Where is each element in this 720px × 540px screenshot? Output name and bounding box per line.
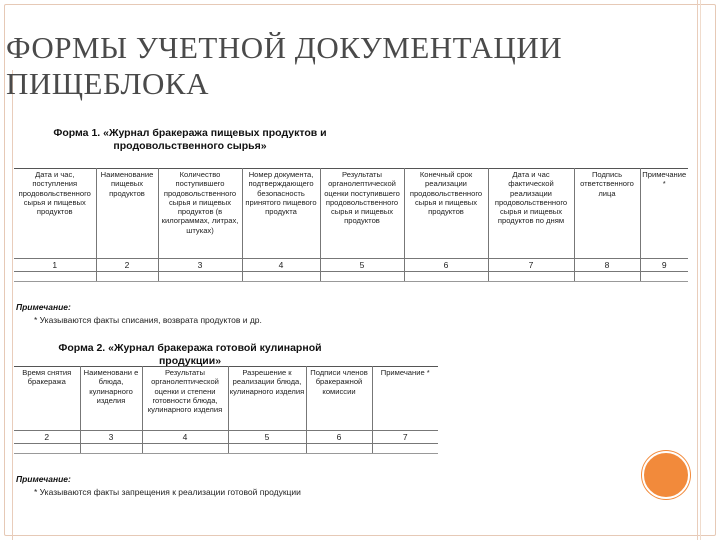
column-header: Примечание * xyxy=(372,367,438,431)
column-number: 3 xyxy=(80,431,142,444)
table-cell xyxy=(158,272,242,282)
table-row xyxy=(14,272,688,282)
form1-heading-line: Форма 1. «Журнал бракеража пищевых продуктов и xyxy=(53,127,327,139)
note2-label: Примечание: xyxy=(16,474,71,484)
decorative-circle xyxy=(642,451,690,499)
table-cell xyxy=(574,272,640,282)
column-number: 2 xyxy=(96,259,158,272)
column-header: Наименовани е блюда, кулинарного изделия xyxy=(80,367,142,431)
column-header: Количество поступившего продовольственного сырья и пищевых продуктов (в килограммах, литрах, штуках) xyxy=(158,169,242,259)
form1-heading xyxy=(40,127,340,153)
table-row xyxy=(14,444,438,454)
table-cell xyxy=(640,272,688,282)
column-header: Дата и час, поступления продовольственного сырья и пищевых продуктов xyxy=(14,169,96,259)
table-header-row xyxy=(14,169,688,259)
column-number-row xyxy=(14,259,688,272)
note2-text: * Указываются факты запрещения к реализации готовой продукции xyxy=(34,487,301,497)
column-header: Результаты органолептической оценки и степени готовности блюда, кулинарного изделия xyxy=(142,367,228,431)
table-header-row xyxy=(14,367,438,431)
slide-title-line: ПИЩЕБЛОКА xyxy=(6,66,209,101)
column-number: 5 xyxy=(320,259,404,272)
form1-table xyxy=(14,168,688,282)
table-cell xyxy=(242,272,320,282)
table-cell xyxy=(404,272,488,282)
column-header: Номер документа, подтверждающего безопасность принятого пищевого продукта xyxy=(242,169,320,259)
form1-heading-line: продовольственного сырья» xyxy=(113,140,267,152)
column-number: 3 xyxy=(158,259,242,272)
note1-label: Примечание: xyxy=(16,302,71,312)
decorative-rule xyxy=(700,0,701,540)
decorative-rule xyxy=(697,0,698,540)
table-cell xyxy=(320,272,404,282)
column-number: 7 xyxy=(372,431,438,444)
column-number: 4 xyxy=(242,259,320,272)
table-cell xyxy=(306,444,372,454)
column-number: 7 xyxy=(488,259,574,272)
column-header: Дата и час фактической реализации продовольственного сырья и пищевых продуктов по дням xyxy=(488,169,574,259)
decorative-rule xyxy=(12,70,13,540)
table-cell xyxy=(228,444,306,454)
table-cell xyxy=(14,444,80,454)
column-header: Конечный срок реализации продовольственного сырья и пищевых продуктов xyxy=(404,169,488,259)
column-number: 2 xyxy=(14,431,80,444)
column-number: 8 xyxy=(574,259,640,272)
slide-title-line: ФОРМЫ УЧЕТНОЙ ДОКУМЕНТАЦИИ xyxy=(6,30,563,65)
column-header: Разрешение к реализации блюда, кулинарного изделия xyxy=(228,367,306,431)
table-cell xyxy=(80,444,142,454)
table-cell xyxy=(14,272,96,282)
column-header: Подпись ответственного лица xyxy=(574,169,640,259)
table-cell xyxy=(488,272,574,282)
form2-heading: Форма 2. «Журнал бракеража готовой кулинарной продукции» xyxy=(58,342,322,367)
column-number: 6 xyxy=(306,431,372,444)
form2-table xyxy=(14,366,438,454)
column-number: 6 xyxy=(404,259,488,272)
column-number: 9 xyxy=(640,259,688,272)
column-header: Результаты органолептической оценки поступившего продовольственного сырья и пищевых продуктов xyxy=(320,169,404,259)
column-number: 5 xyxy=(228,431,306,444)
table-cell xyxy=(372,444,438,454)
column-header: Наименование пищевых продуктов xyxy=(96,169,158,259)
slide-title xyxy=(6,30,686,102)
column-number-row xyxy=(14,431,438,444)
table-cell xyxy=(96,272,158,282)
column-number: 1 xyxy=(14,259,96,272)
note1-text: * Указываются факты списания, возврата продуктов и др. xyxy=(34,315,262,325)
column-number: 4 xyxy=(142,431,228,444)
table-cell xyxy=(142,444,228,454)
column-header: Время снятия бракеража xyxy=(14,367,80,431)
column-header: Подписи членов бракеражной комиссии xyxy=(306,367,372,431)
column-header: Примечание * xyxy=(640,169,688,259)
